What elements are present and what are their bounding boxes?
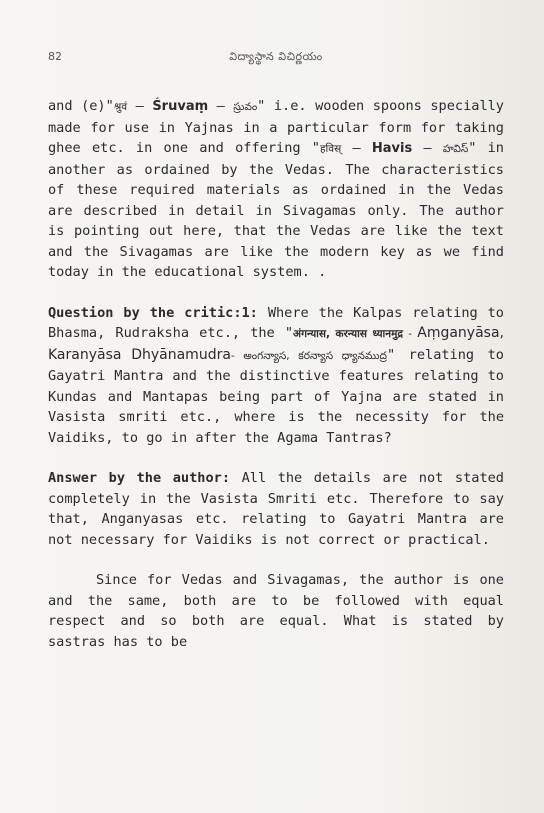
telugu-term: హవిస్	[442, 143, 469, 155]
paragraph-question	[48, 303, 504, 449]
page-header	[48, 50, 504, 68]
transliterated-term: Havis	[371, 141, 413, 156]
telugu-term: స్రువం	[233, 101, 258, 113]
paragraph-1	[48, 96, 504, 283]
devanagari-term: हविस्	[319, 143, 342, 155]
running-title: విద్యాస్థాన విచిర్ణయం	[229, 50, 323, 63]
dash: –	[412, 140, 443, 156]
dash: –	[127, 98, 153, 114]
separator: -	[230, 349, 244, 362]
paragraph-answer	[48, 468, 504, 550]
text-run: " i.e. wooden spoons specially made for use in Yajnas in a particular form for taking ghee etc. in one and offering "	[48, 98, 504, 156]
text-run: " relating to Gayatri Mantra and the distinctive features relating to Kundas and Mantapas being part of Yajna are stated in Vasista smriti etc., where is the necessity for the Vaidiks, to go in after the Agama Tantras?	[48, 346, 504, 446]
dash: –	[208, 98, 234, 114]
devanagari-term: अंगन्यास, करन्यास ध्यानमुद्र	[293, 328, 403, 340]
separator: -	[402, 328, 418, 340]
question-label: Question by the critic:1:	[48, 304, 258, 321]
text-run: Where the Kalpas relating to Bhasma, Rudraksha etc., the "	[48, 304, 504, 341]
paragraph-4	[48, 570, 504, 652]
dash: –	[341, 140, 372, 156]
page-number: 82	[48, 50, 62, 63]
body-text	[48, 96, 504, 672]
answer-label: Answer by the author:	[48, 470, 231, 486]
text-run: .	[309, 264, 327, 280]
text-run: and (e)"	[48, 98, 114, 114]
transliterated-term: Śruvaṃ	[152, 99, 209, 114]
devanagari-term: श्रुवं	[113, 101, 128, 113]
text-run: Since for Vedas and Sivagamas, the author is one and the same, both are to be followed with equal respect and so both are equal. What is stated by sastras has to be	[48, 572, 504, 650]
text-run: All the details are not stated completely in the Vasista Smriti etc. Therefore to say that, Anganyasas etc. relating to Gayatri Mantra are not necessary for Vaidiks is not correct or practical.	[48, 470, 504, 548]
telugu-term: అంగన్యాస, కరన్యాస ధ్యానముద్ర	[243, 349, 387, 362]
text-run: " in another as ordained by the Vedas. The characteristics of these required materials as ordained in the Vedas are described in detail in Sivagamas only. The author is pointing out here, that the Vedas are like the text and the Sivagamas are like the modern key as we find today in the educational system.	[48, 140, 504, 280]
transliterated-term: Aṃganyāsa, Karanyāsa Dhyānamudra	[48, 325, 504, 363]
